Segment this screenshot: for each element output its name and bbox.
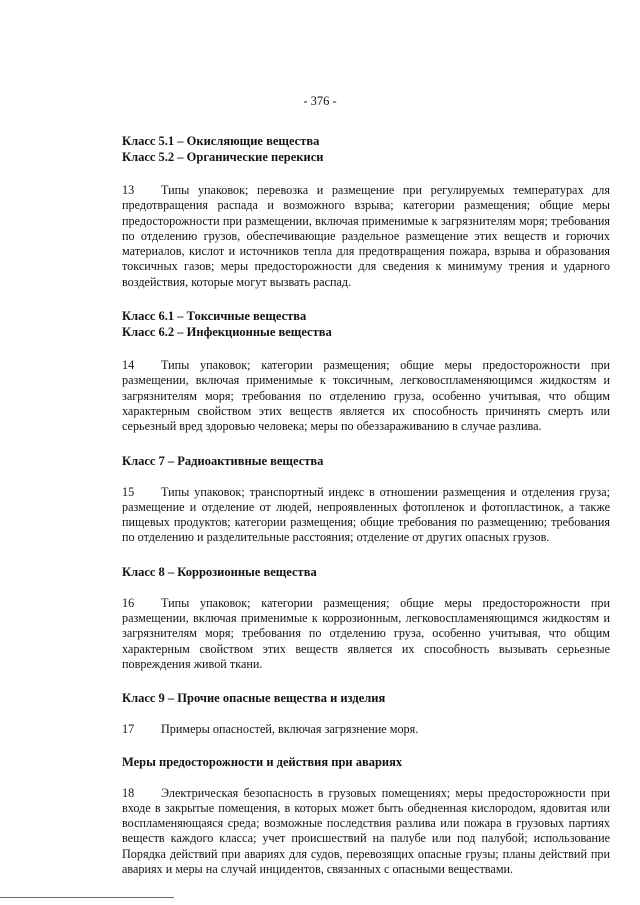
section-heading: Класс 9 – Прочие опасные вещества и изделия	[122, 691, 386, 706]
paragraph-number: 14	[122, 358, 135, 373]
paragraph-text: Примеры опасностей, включая загрязнение моря.	[161, 722, 419, 737]
section-heading: Класс 5.1 – Окисляющие вещества	[122, 134, 320, 148]
page-number: - 376 -	[303, 94, 337, 108]
paragraph-number: 15	[122, 484, 135, 499]
paragraph-text: Типы упаковок; перевозка и размещение при регулируемых температурах для предотвращения распада и возможного взрыва; категории размещения; общие меры предосторожности при размещении, включая применимые к загрязнителям моря; требования по отделению грузов, обеспечивающие раздельное размещение этих веществ и горючих материалов, кислот и источников тепла для предотвращения пожара, взрыва и образования токсичных газов; меры предосторожности для сведения к минимуму трения и ударного воздействия, которые могут вызвать распад.	[122, 183, 610, 289]
numbered-paragraph	[122, 358, 610, 434]
numbered-paragraph	[122, 722, 610, 737]
numbered-paragraph	[122, 485, 610, 546]
section-heading: Класс 5.2 – Органические перекиси	[122, 150, 324, 164]
paragraph-text: Типы упаковок; транспортный индекс в отношении размещения и отделения груза; размещение и отделение от людей, непроявленных фотопленок и фотопластинок, а также пищевых продуктов; категории размещения; общие требования по размещению; требования по отделению и разделительные расстояния; отделение от других опасных грузов.	[122, 484, 610, 545]
document-body	[122, 133, 610, 877]
section-class-9	[122, 690, 610, 737]
footnote-separator-line	[0, 897, 174, 898]
section-class-6	[122, 308, 610, 434]
section-heading: Меры предосторожности и действия при авариях	[122, 754, 403, 769]
paragraph-number: 13	[122, 183, 135, 197]
section-class-8	[122, 564, 610, 672]
section-heading: Класс 8 – Коррозионные вещества	[122, 564, 317, 579]
section-emergency-measures	[122, 754, 610, 878]
paragraph-number: 16	[122, 595, 135, 610]
section-heading: Класс 6.2 – Инфекционные вещества	[122, 325, 332, 340]
paragraph-number: 18	[122, 785, 135, 800]
paragraph-text: Типы упаковок; категории размещения; общие меры предосторожности при размещении, включая применимые к коррозионным, легковоспламеняющимся жидкостям и загрязнителям моря; требования по отделению груза, особенно учитывая, что общим характерным свойством этих веществ является их способность вызывать серьезные повреждения живой ткани.	[122, 595, 610, 671]
paragraph-text: Типы упаковок; категории размещения; общие меры предосторожности при размещении, включая применимые к токсичным, легковоспламеняющимся жидкостям и загрязнителям моря; требования по отделению груза, особенно учитывая, что общим характерным свойством этих веществ является их способность причинять смерть или серьезный вред здоровью человека; меры по обеззараживанию в случае разлива.	[122, 358, 610, 434]
numbered-paragraph	[122, 183, 610, 290]
paragraph-text: Электрическая безопасность в грузовых помещениях; меры предосторожности при входе в закрытые помещения, в которых может быть обедненная кислородом, ядовитая или воспламеняющаяся среда; возможные последствия разлива или пожара в грузовых партиях веществ каждого класса; учет происшествий на палубе или под палубой; использование Порядка действий при авариях для судов, перевозящих опасные грузы; планы действий при авариях и меры на случай инцидентов, связанных с опасными веществами.	[122, 785, 610, 877]
numbered-paragraph	[122, 786, 610, 878]
section-heading: Класс 6.1 – Токсичные вещества	[122, 309, 307, 324]
numbered-paragraph	[122, 596, 610, 672]
paragraph-number: 17	[122, 722, 135, 737]
section-class-5	[122, 133, 610, 290]
section-heading: Класс 7 – Радиоактивные вещества	[122, 453, 324, 468]
section-class-7	[122, 453, 610, 546]
